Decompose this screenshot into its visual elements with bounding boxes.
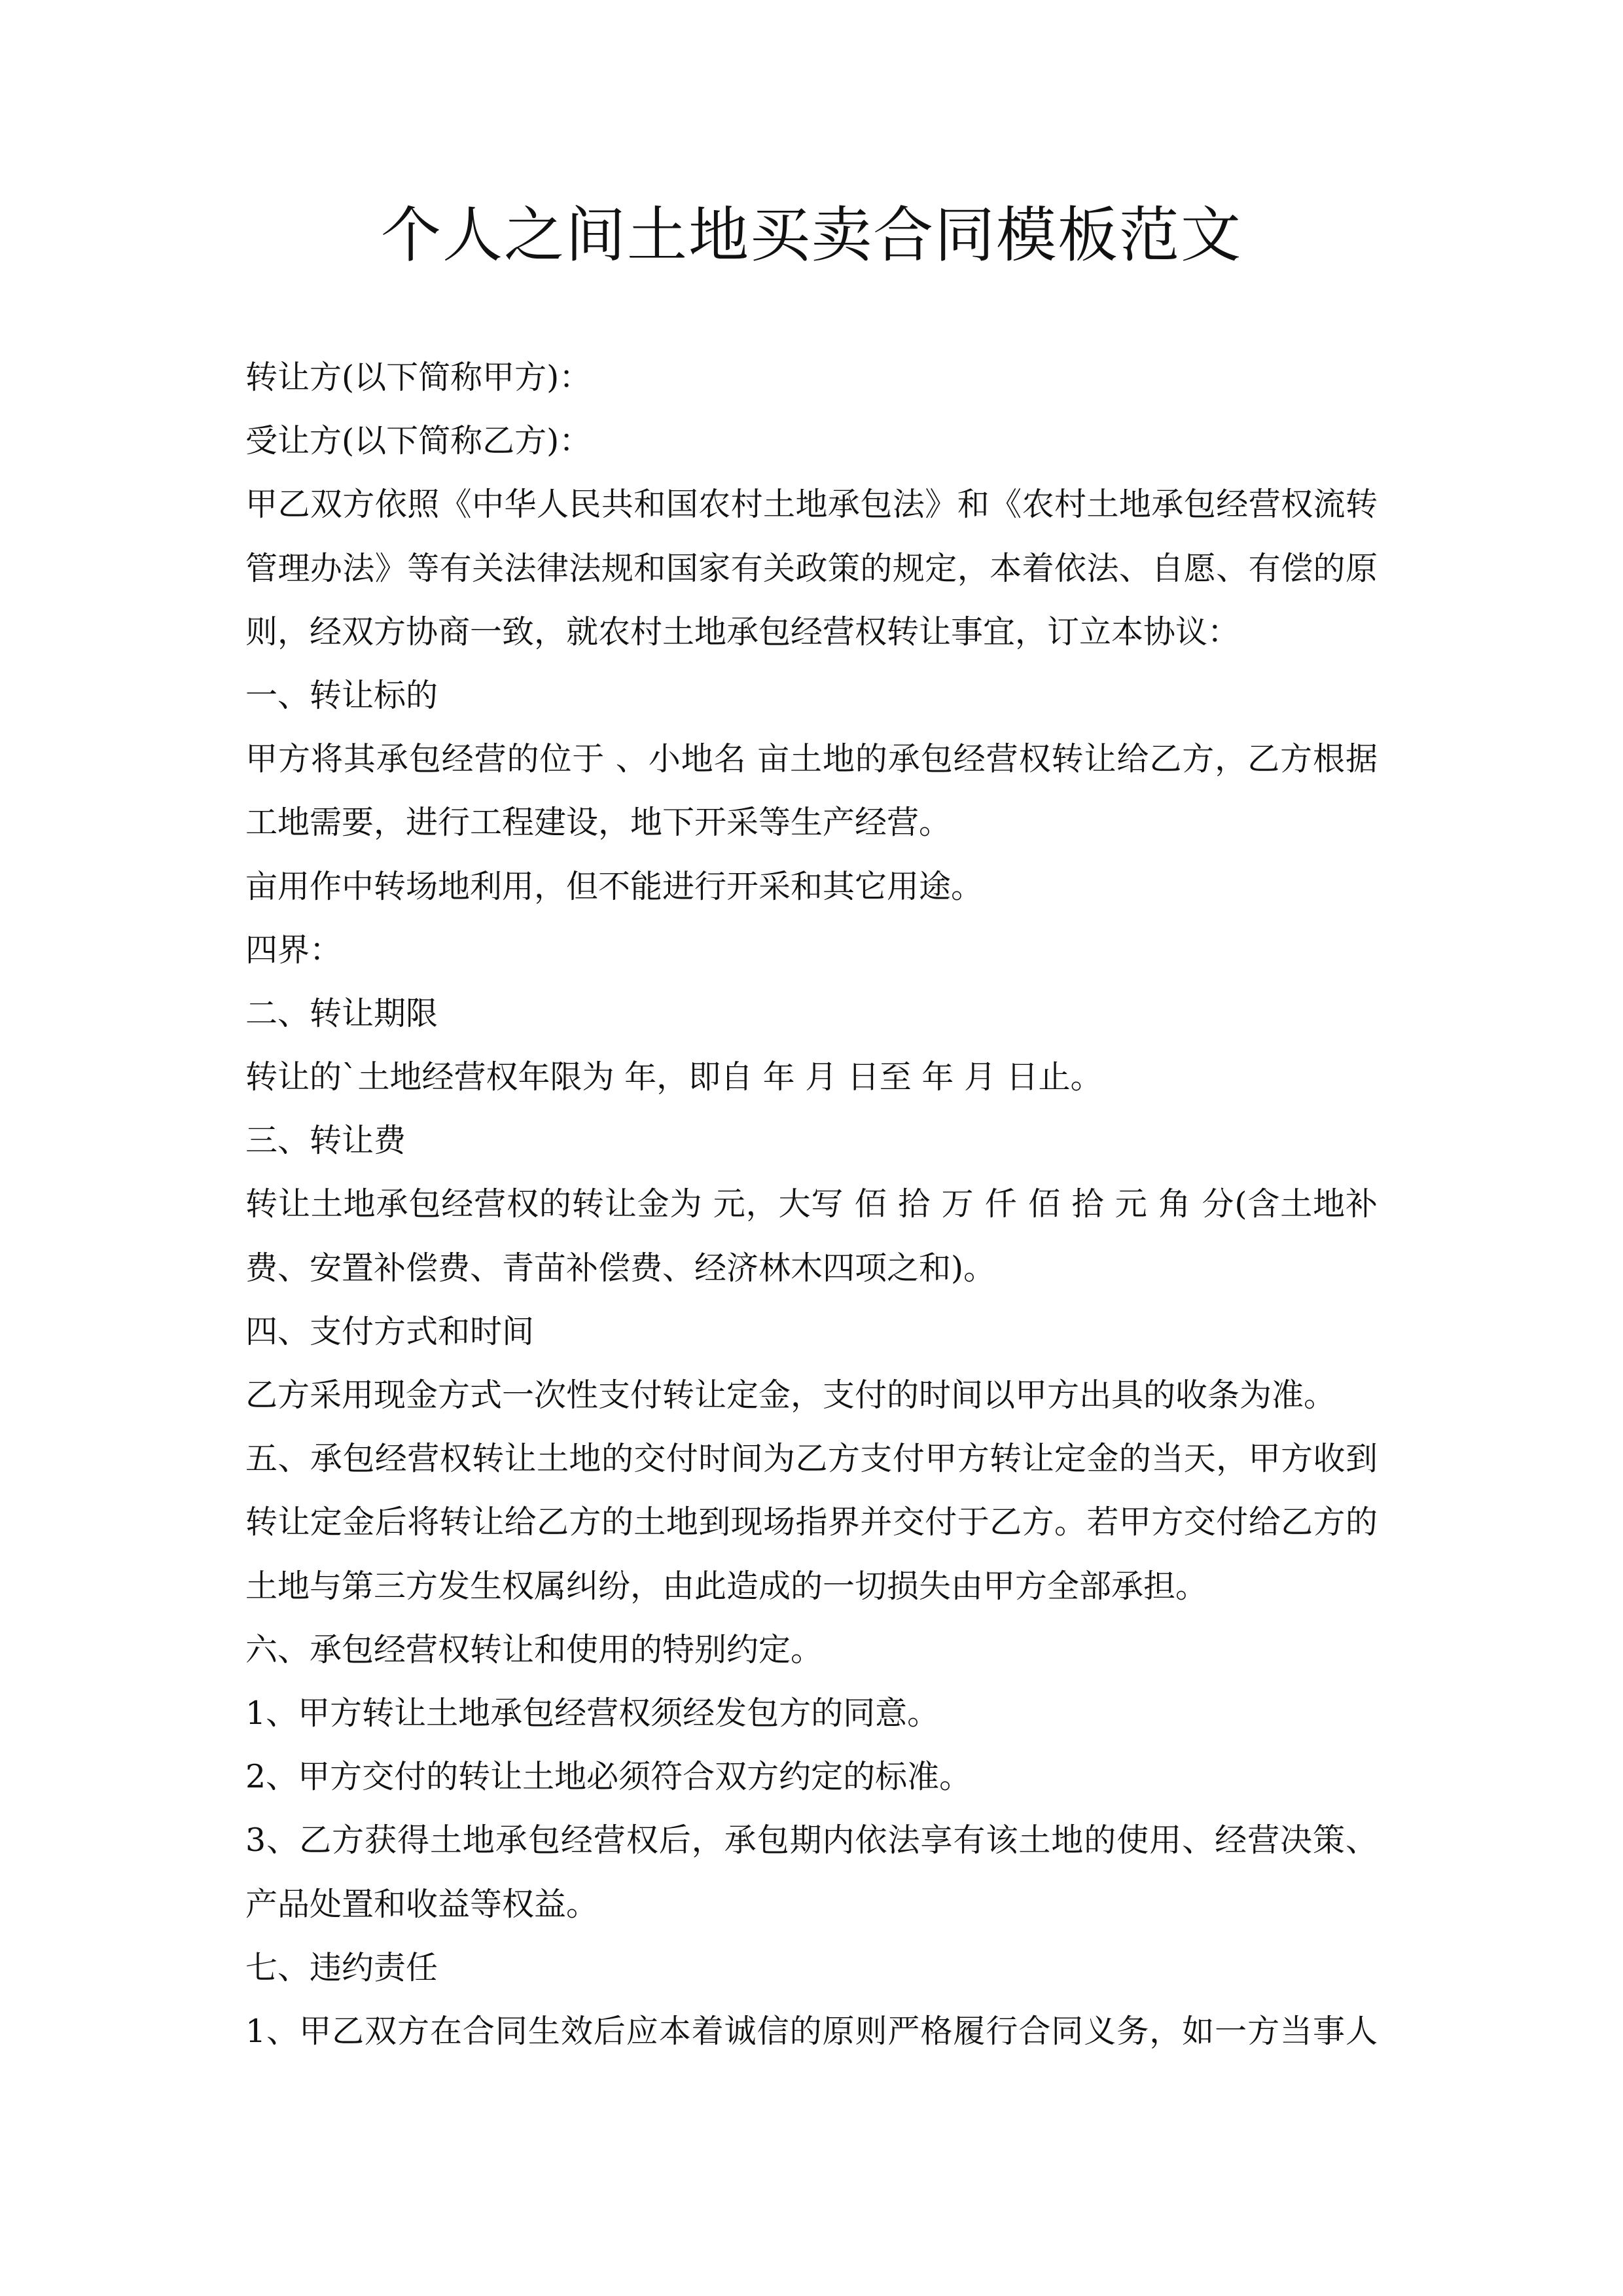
- paragraph-line: 转让定金后将转让给乙方的土地到现场指界并交付于乙方。若甲方交付给乙方的: [245, 1503, 1378, 1541]
- list-item: 1、甲方转让土地承包经营权须经发包方的同意。: [245, 1694, 940, 1732]
- section-heading: 四、支付方式和时间: [245, 1312, 535, 1350]
- document-body: [245, 346, 1378, 2063]
- section-heading: 一、转让标的: [245, 676, 438, 714]
- document-title: 个人之间土地买卖合同模板范文: [380, 200, 1242, 270]
- transferor-line: 转让方(以下简称甲方)：: [245, 359, 592, 396]
- list-item: 2、甲方交付的转让土地必须符合双方约定的标准。: [245, 1758, 972, 1796]
- paragraph-line: 亩用作中转场地利用，但不能进行开采和其它用途。: [245, 867, 984, 905]
- section-heading: 二、转让期限: [245, 994, 438, 1032]
- paragraph-line: 甲方将其承包经营的位于 、小地名 亩土地的承包经营权转让给乙方，乙方根据: [245, 740, 1378, 778]
- paragraph-line: 转让的`土地经营权年限为 年，即自 年 月 日至 年 月 日止。: [245, 1058, 1103, 1096]
- paragraph-line: 乙方采用现金方式一次性支付转让定金，支付的时间以甲方出具的收条为准。: [245, 1376, 1336, 1414]
- list-item: 1、甲乙双方在合同生效后应本着诚信的原则严格履行合同义务，如一方当事人: [245, 2012, 1378, 2050]
- preamble-line: 管理办法》等有关法律法规和国家有关政策的规定，本着依法、自愿、有偿的原: [245, 549, 1378, 587]
- transferee-line: 受让方(以下简称乙方)：: [245, 422, 592, 460]
- paragraph-line: 四界：: [245, 931, 342, 969]
- section-heading: 六、承包经营权转让和使用的特别约定。: [245, 1630, 823, 1668]
- section-heading: 七、违约责任: [245, 1948, 438, 1986]
- preamble-line: 甲乙双方依照《中华人民共和国农村土地承包法》和《农村土地承包经营权流转: [245, 486, 1378, 524]
- paragraph-line: 转让土地承包经营权的转让金为 元，大写 佰 拾 万 仟 佰 拾 元 角 分(含土地补: [245, 1185, 1378, 1223]
- list-item: 3、乙方获得土地承包经营权后，承包期内依法享有该土地的使用、经营决策、: [245, 1821, 1378, 1859]
- paragraph-line: 五、承包经营权转让土地的交付时间为乙方支付甲方转让定金的当天，甲方收到: [245, 1440, 1378, 1478]
- section-heading: 三、转让费: [245, 1122, 406, 1160]
- preamble-line: 则，经双方协商一致，就农村土地承包经营权转让事宜，订立本协议：: [245, 613, 1240, 651]
- paragraph-line: 土地与第三方发生权属纠纷，由此造成的一切损失由甲方全部承担。: [245, 1567, 1208, 1605]
- list-item: 产品处置和收益等权益。: [245, 1885, 599, 1923]
- paragraph-line: 费、安置补偿费、青苗补偿费、经济林木四项之和)。: [245, 1249, 996, 1287]
- paragraph-line: 工地需要，进行工程建设，地下开采等生产经营。: [245, 804, 952, 842]
